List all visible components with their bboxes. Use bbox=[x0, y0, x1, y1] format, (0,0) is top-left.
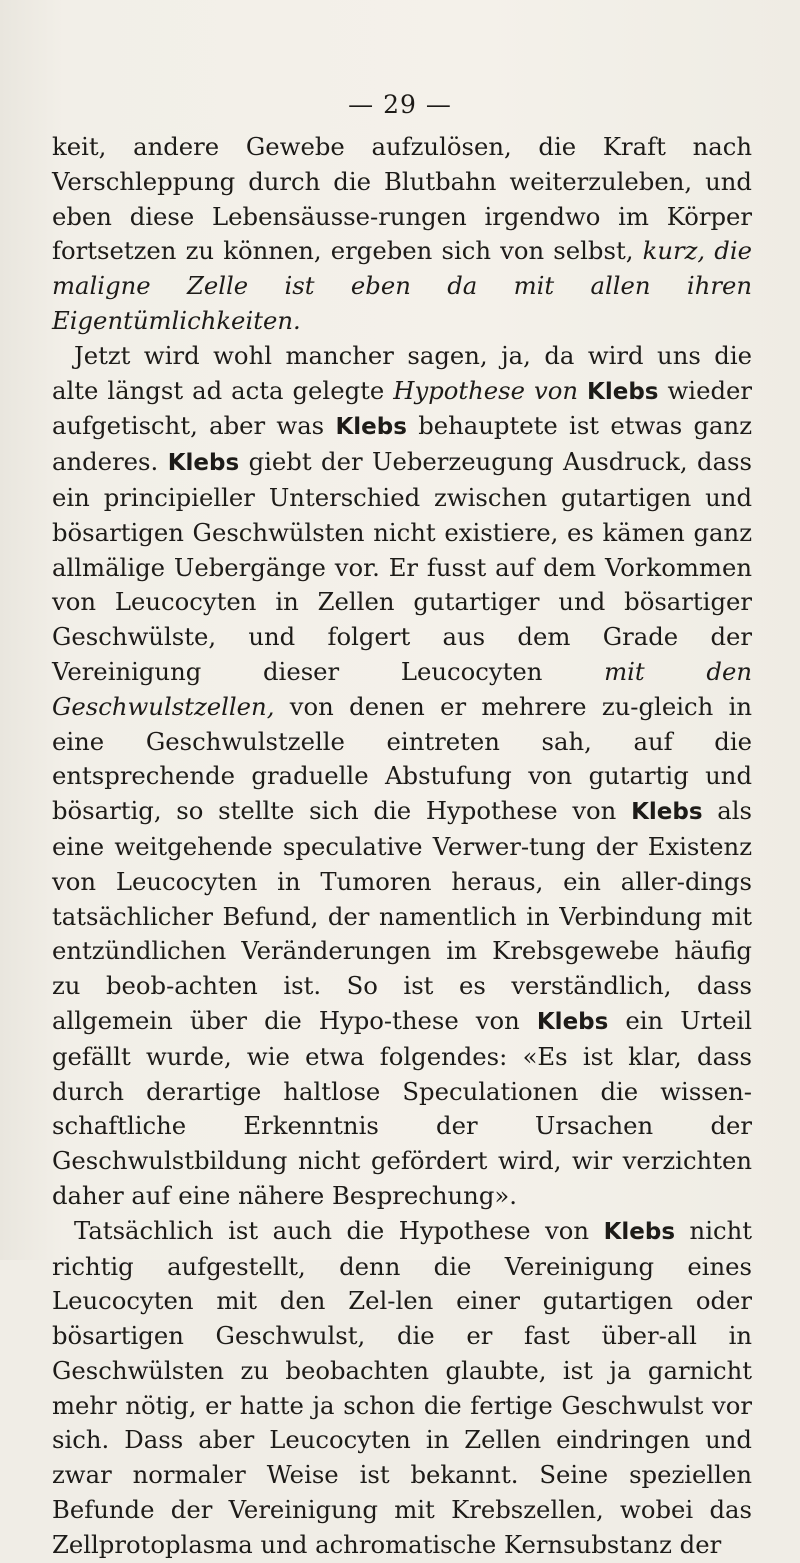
text-run: nicht richtig aufgestellt, denn die Vereinigung eines Leucocyten mit den Zel-len einer gutartigen oder bösartigen Geschwulst, die er fast über-all in Geschwülsten zu beobachten glaubte, ist ja garnicht mehr nötig, er hatte ja schon die fertige Geschwulst vor sich. Dass aber Leucocyten in Zellen eindringen und zwar normaler Weise ist bekannt. Seine speziellen Befunde der Vereinigung mit Krebszellen, wobei das Zellprotoplasma und achromatische Kernsubstanz der bbox=[52, 1215, 752, 1559]
paragraph bbox=[52, 1214, 752, 1563]
text-run: giebt der Ueberzeugung Ausdruck, dass ein principieller Unterschied zwischen gutartigen und bösartigen Geschwülsten nicht existiere, es kämen ganz allmälige Uebergänge vor. Er fusst auf dem Vorkommen von Leucocyten in Zellen gutartiger und bösartiger Geschwülste, und folgert aus dem Grade der Vereinigung dieser Leucocyten bbox=[52, 447, 752, 686]
text-run: keit, andere Gewebe aufzulösen, die Kraft nach Verschleppung durch die Blutbahn weiterzuleben, und eben diese Lebensäusse-rungen irgendwo im Körper fortsetzen zu können, ergeben sich von selbst, bbox=[52, 132, 752, 266]
text-run: als eine weitgehende speculative Verwer-tung der Existenz von Leucocyten in Tumoren heraus, ein aller-dings tatsächlicher Befund, der namentlich in Verbindung mit entzündlichen Veränderungen im Krebsgewebe häufig zu beob-achten ist. So ist es verständlich, dass allgemein über die Hypo-these von bbox=[52, 796, 752, 1035]
author-name: Klebs bbox=[335, 414, 407, 441]
italic-text: Hypothese von bbox=[393, 375, 588, 405]
text-run: Tatsächlich ist auch die Hypothese von bbox=[74, 1215, 604, 1245]
text-run: Jetzt wird wohl mancher sagen, ja, da wird uns die alte längst ad acta gelegte bbox=[52, 340, 752, 405]
author-name: Klebs bbox=[631, 799, 703, 826]
author-name: Klebs bbox=[587, 378, 659, 405]
text-run: behauptete ist etwas ganz anderes. bbox=[52, 411, 752, 477]
italic-text: kurz, die maligne Zelle ist eben da mit allen ihren Eigentümlichkeiten. bbox=[52, 236, 753, 335]
text-run: ein Urteil gefällt wurde, wie etwa folgendes: «Es ist klar, dass durch derartige haltlose Speculationen die wissen-schaftliche Erkenntnis der Ursachen der Geschwulstbildung nicht gefördert wird, wir verzichten daher auf eine nähere Besprechung». bbox=[52, 1005, 752, 1210]
paragraph bbox=[52, 130, 752, 339]
author-name: Klebs bbox=[603, 1218, 676, 1245]
author-name: Klebs bbox=[536, 1008, 609, 1035]
body-text bbox=[52, 130, 752, 1563]
text-run: wieder aufgetischt, aber was bbox=[52, 375, 752, 441]
italic-text: mit den Geschwulstzellen, bbox=[52, 656, 752, 721]
paragraph bbox=[52, 339, 752, 1214]
text-run: von denen er mehrere zu-gleich in eine Geschwulstzelle eintreten sah, auf die entsprechende graduelle Abstufung von gutartig und bösartig, so stellte sich die Hypothese von bbox=[52, 691, 752, 826]
page-number: — 29 — bbox=[348, 90, 452, 119]
author-name: Klebs bbox=[167, 450, 240, 477]
